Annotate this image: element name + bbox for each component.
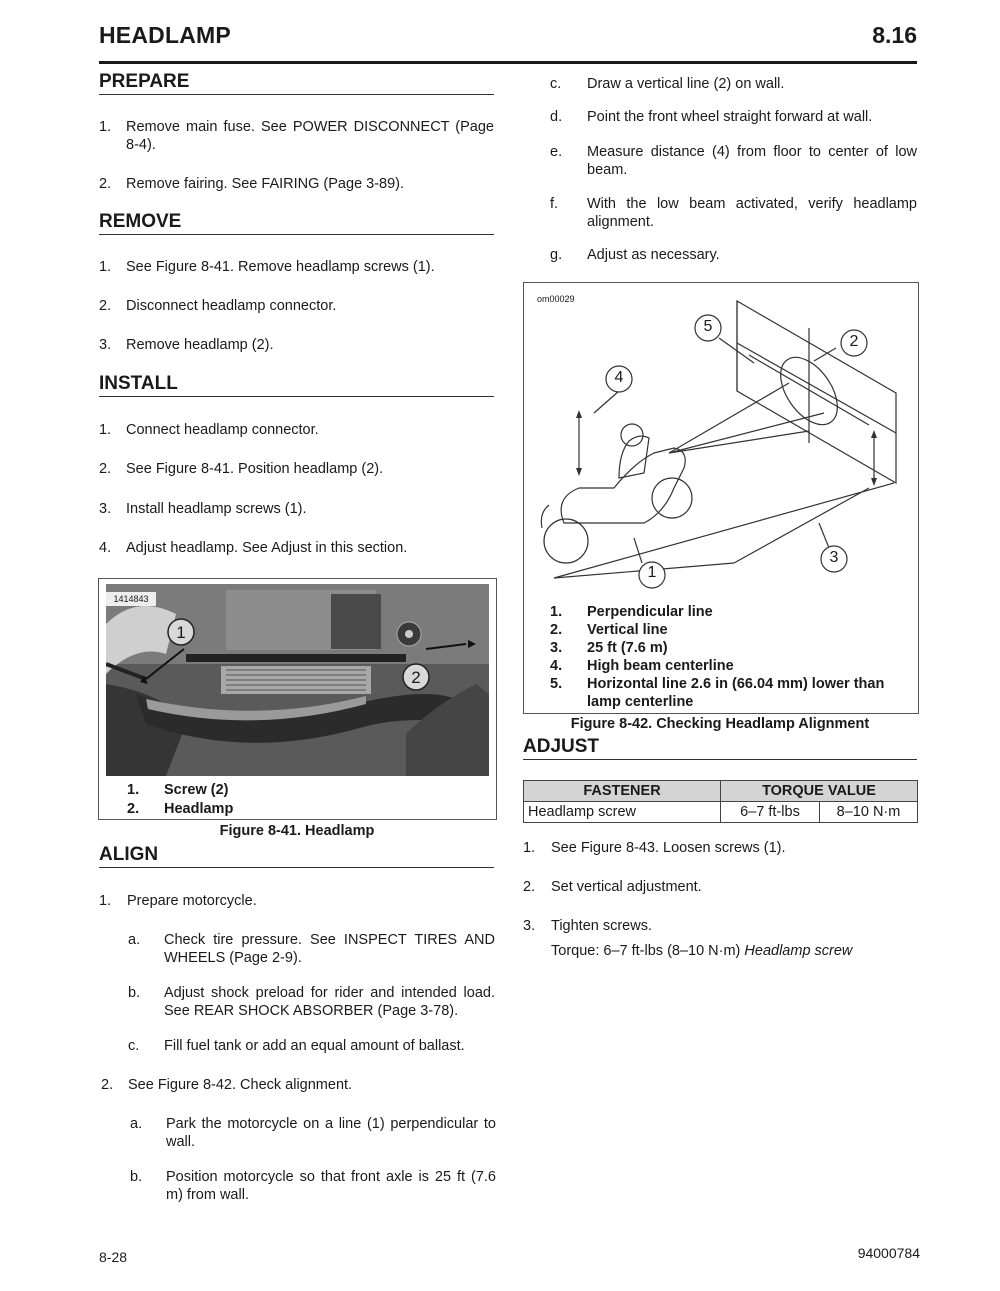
step-number: 3. bbox=[99, 337, 112, 353]
callout-5: 5 bbox=[703, 318, 713, 335]
substep-text: Measure distance (4) from floor to center of low beam. bbox=[587, 144, 917, 178]
adjust-heading: ADJUST bbox=[523, 736, 917, 760]
substep-letter: g. bbox=[550, 247, 563, 263]
legend-number: 2. bbox=[127, 801, 140, 817]
figure-8-42-caption: Figure 8-42. Checking Headlamp Alignment bbox=[570, 716, 870, 732]
torque-table bbox=[523, 780, 918, 823]
legend-number: 2. bbox=[550, 622, 563, 638]
page-number: 8-28 bbox=[99, 1249, 128, 1265]
table-header-fastener: FASTENER bbox=[524, 781, 721, 802]
callout-4: 4 bbox=[614, 369, 624, 386]
step-text: Install headlamp screws (1). bbox=[126, 501, 307, 517]
callout-2: 2 bbox=[411, 668, 421, 687]
photo-id: 1414843 bbox=[113, 594, 149, 604]
legend-text: High beam centerline bbox=[587, 658, 734, 674]
substep-letter: b. bbox=[130, 1169, 143, 1185]
step-number: 1. bbox=[523, 840, 536, 856]
step-text: Remove headlamp (2). bbox=[126, 337, 274, 353]
substep-letter: a. bbox=[130, 1116, 143, 1132]
substep-text: Point the front wheel straight forward at wall. bbox=[587, 109, 873, 125]
page-title: HEADLAMP bbox=[99, 22, 231, 48]
torque-spec-item: Headlamp screw bbox=[744, 943, 853, 959]
legend-text: Headlamp bbox=[164, 801, 234, 817]
install-heading: INSTALL bbox=[99, 373, 494, 397]
substep-text: Check tire pressure. See INSPECT TIRES AND WHEELS (Page 2-9). bbox=[164, 932, 495, 966]
step-number: 1. bbox=[99, 119, 112, 135]
substep-text: Fill fuel tank or add an equal amount of ballast. bbox=[164, 1038, 465, 1054]
substep-letter: d. bbox=[550, 109, 563, 125]
substep-letter: e. bbox=[550, 144, 563, 160]
substep-text: Position motorcycle so that front axle is 25 ft (7.6 m) from wall. bbox=[166, 1169, 496, 1203]
table-row bbox=[524, 802, 918, 823]
substep-letter: c. bbox=[128, 1038, 140, 1054]
substep-letter: a. bbox=[128, 932, 141, 948]
step-text: Disconnect headlamp connector. bbox=[126, 298, 337, 314]
step-number: 2. bbox=[101, 1077, 114, 1093]
substep-text: Adjust as necessary. bbox=[587, 247, 720, 263]
substep-letter: f. bbox=[550, 196, 559, 212]
step-number: 4. bbox=[99, 540, 112, 556]
step-number: 1. bbox=[99, 259, 112, 275]
step-number: 3. bbox=[99, 501, 112, 517]
step-text: Adjust headlamp. See Adjust in this section. bbox=[126, 540, 408, 556]
header-rule bbox=[99, 61, 917, 64]
legend-text: Screw (2) bbox=[164, 782, 229, 798]
step-text: Set vertical adjustment. bbox=[551, 879, 702, 895]
step-number: 1. bbox=[99, 422, 112, 438]
prepare-heading: PREPARE bbox=[99, 71, 494, 95]
drawing-id: om00029 bbox=[537, 294, 575, 304]
step-number: 2. bbox=[99, 298, 112, 314]
step-text: Prepare motorcycle. bbox=[127, 893, 257, 909]
figure-8-41-caption: Figure 8-41. Headlamp bbox=[219, 823, 375, 839]
callout-3: 3 bbox=[829, 549, 839, 566]
step-text: See Figure 8-43. Loosen screws (1). bbox=[551, 840, 786, 856]
step-text: See Figure 8-41. Remove headlamp screws (1). bbox=[126, 259, 435, 275]
step-number: 2. bbox=[99, 461, 112, 477]
table-cell-ftlbs: 6–7 ft-lbs bbox=[721, 802, 820, 823]
legend-text: Horizontal line 2.6 in (66.04 mm) lower than lamp centerline bbox=[587, 676, 885, 710]
table-cell-nm: 8–10 N·m bbox=[820, 802, 918, 823]
legend-number: 1. bbox=[127, 782, 140, 798]
callout-1: 1 bbox=[647, 564, 657, 581]
legend-text: 25 ft (7.6 m) bbox=[587, 640, 668, 656]
callout-2: 2 bbox=[849, 333, 859, 350]
doc-number: 94000784 bbox=[857, 1245, 920, 1261]
step-text: See Figure 8-42. Check alignment. bbox=[128, 1077, 353, 1093]
step-number: 3. bbox=[523, 918, 536, 934]
legend-number: 3. bbox=[550, 640, 563, 656]
step-number: 2. bbox=[99, 176, 112, 192]
align-heading: ALIGN bbox=[99, 844, 494, 868]
torque-spec bbox=[551, 942, 917, 960]
substep-text: With the low beam activated, verify headlamp alignment. bbox=[587, 196, 917, 230]
step-text: See Figure 8-41. Position headlamp (2). bbox=[126, 461, 384, 477]
substep-text: Draw a vertical line (2) on wall. bbox=[587, 76, 785, 92]
legend-number: 4. bbox=[550, 658, 563, 674]
legend-number: 1. bbox=[550, 604, 563, 620]
legend-text: Vertical line bbox=[587, 622, 668, 638]
substep-text: Park the motorcycle on a line (1) perpendicular to wall. bbox=[166, 1116, 496, 1150]
step-text: Remove main fuse. See POWER DISCONNECT (Page 8-4). bbox=[126, 119, 494, 153]
torque-spec-value: Torque: 6–7 ft-lbs (8–10 N·m) bbox=[551, 943, 745, 959]
substep-letter: c. bbox=[550, 76, 562, 92]
substep-text: Adjust shock preload for rider and intended load. See REAR SHOCK ABSORBER (Page 3-78). bbox=[164, 985, 495, 1019]
legend-text: Perpendicular line bbox=[587, 604, 713, 620]
step-text: Connect headlamp connector. bbox=[126, 422, 319, 438]
step-number: 1. bbox=[99, 893, 112, 909]
step-number: 2. bbox=[523, 879, 536, 895]
legend-number: 5. bbox=[550, 676, 563, 692]
step-text: Remove fairing. See FAIRING (Page 3-89). bbox=[126, 176, 405, 192]
step-text: Tighten screws. bbox=[551, 918, 652, 934]
remove-heading: REMOVE bbox=[99, 211, 494, 235]
callout-1: 1 bbox=[176, 623, 186, 642]
headlamp-photo bbox=[106, 584, 489, 776]
table-header-row bbox=[524, 781, 918, 802]
substep-letter: b. bbox=[128, 985, 141, 1001]
section-number: 8.16 bbox=[872, 22, 917, 48]
table-cell-fastener: Headlamp screw bbox=[524, 802, 721, 823]
table-header-torque: TORQUE VALUE bbox=[721, 781, 918, 802]
